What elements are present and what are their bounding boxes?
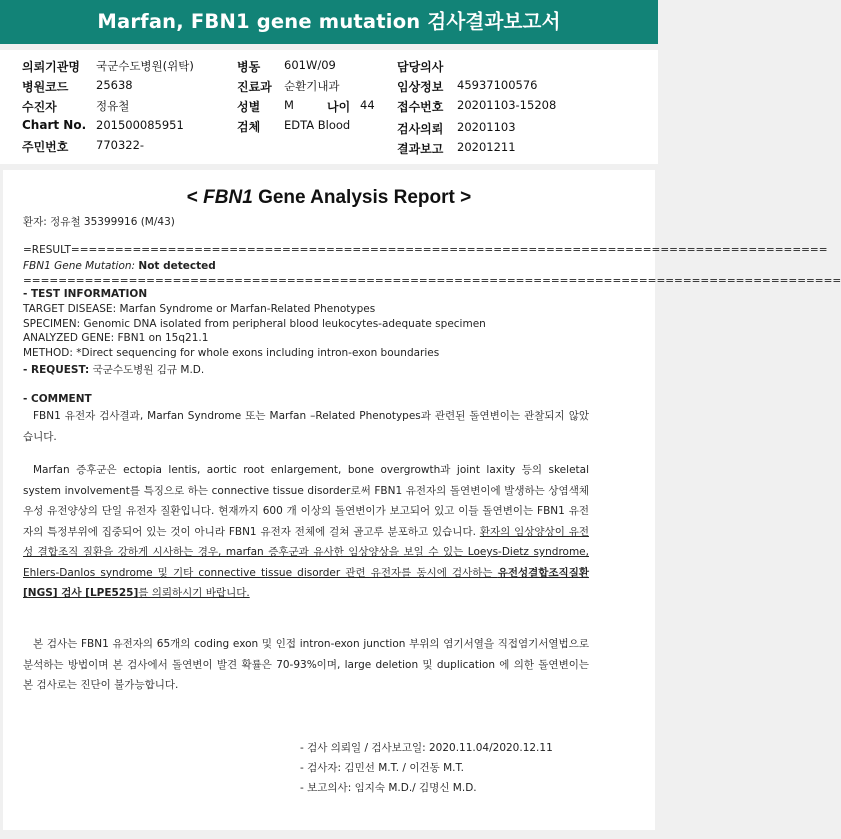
info-label: 진료과 [237,80,272,94]
method-line: METHOD: *Direct sequencing for whole exons including intron-exon boundaries [23,347,440,359]
info-label: 수진자 [22,100,57,114]
report-title [3,187,655,209]
patient-info-panel [0,44,658,164]
title-prefix: < [186,187,204,208]
info-label: 병원코드 [22,80,69,94]
patient-line: 환자: 정유철 35399916 (M/43) [23,216,175,228]
target-disease: TARGET DISEASE: Marfan Syndrome or Marfan-Related Phenotypes [23,303,376,315]
report-banner: Marfan, FBN1 gene mutation 검사결과보고서 [0,0,658,44]
info-label: 성별 [237,100,261,114]
comment2-closing: 를 의뢰하시기 바랍니다. [138,587,250,599]
title-suffix: Gene Analysis Report > [252,187,472,208]
info-label: 검체 [237,120,261,134]
info-value: 201500085951 [96,118,184,132]
comment-paragraph-1: FBN1 유전자 검사결과, Marfan Syndrome 또는 Marfan –Related Phenotypes과 관련된 돌연변이는 관찰되지 않았습니다. [23,410,589,443]
request-value: 국군수도병원 김규 M.D. [89,364,205,376]
result-header [23,244,828,256]
result-header-text: =RESULT====================================================================================== [23,244,828,256]
info-label: 결과보고 [397,142,444,156]
info-label: 주민번호 [22,140,69,154]
info-value: EDTA Blood [284,118,351,132]
reporting-doctors: - 보고의사: 임지숙 M.D./ 김명신 M.D. [300,782,477,794]
report-dates: - 검사 의뢰일 / 검사보고일: 2020.11.04/2020.12.11 [300,742,553,754]
mutation-label: FBN1 Gene Mutation: [23,260,139,272]
info-label: 의뢰기관명 [22,60,80,74]
info-value: 정유철 [96,99,130,113]
comment-header: - COMMENT [23,393,92,405]
info-value: 국군수도병원(위탁) [96,59,194,73]
comment2-text: Marfan 증후군은 ectopia lentis, aortic root enlargement, bone overgrowth과 joint laxity 등의 skeletal system involvement를 특징으로 하는 connective tissue disorder로써 FBN1 유전자의 돌연변이에 발생하는 상염색체 우성 유전양상의 단일 유전자 질환입니다. 현재까지 600 개 이상의 돌연변이가 보고되어 있고 이들 돌연변이는 FBN1 유전자의 특정부위에 집중되어 있는 것이 아니라 FBN1 유전자 전체에 걸쳐 골고루 분포하고 있습니다. [23,464,589,538]
equals-line-text: ============================================================================================= [23,275,841,287]
info-label: 임상정보 [397,80,444,94]
info-label: 나이 [327,100,351,114]
comment2-test-code: 유전성결합조직질환[NGS] 검사 [LPE525] [23,566,589,599]
title-gene: FBN1 [203,187,253,208]
info-value: 770322- [96,138,145,152]
info-value: 20201211 [457,140,516,154]
info-label: 담당의사 [397,60,444,74]
request-label: - REQUEST: [23,364,90,376]
comment2-underlined: 환자의 임상양상이 유전성 결합조직 질환을 강하게 시사하는 경우, marfan 증후군과 유사한 임상양상을 보일 수 있는 Loeys-Dietz syndrome, Ehlers-Danlos syndrome 및 기타 connective tissue disorder 관련 유전자를 동시에 검사하는 [23,525,589,579]
info-value: 601W/09 [284,58,336,72]
info-value: 25638 [96,78,133,92]
info-label: Chart No. [22,118,87,132]
test-info-header: - TEST INFORMATION [23,288,148,300]
info-label: 검사의뢰 [397,122,444,136]
comment-paragraph-3: 본 검사는 FBN1 유전자의 65개의 coding exon 및 인접 intron-exon junction 부위의 염기서열을 직접염기서열법으로 분석하는 방법이며 본 검사에서 돌연변이 발견 확률은 70-93%이며, large deletion 및 duplication 에 의한 돌연변이는 본 검사로는 진단이 불가능합니다. [23,638,589,691]
info-value: 20201103 [457,120,516,134]
equals-line [23,275,841,287]
report-body [3,170,841,830]
info-value: 20201103-15208 [457,98,557,112]
info-value: M [284,98,294,112]
info-value: 순환기내과 [284,79,340,93]
mutation-value: Not detected [138,260,216,272]
info-value: 44 [360,98,375,112]
technicians: - 검사자: 김민선 M.T. / 이건동 M.T. [300,762,464,774]
comment-paragraph-2 [23,460,589,604]
mutation-line [23,260,216,272]
request-line [23,362,204,377]
specimen-line: SPECIMEN: Genomic DNA isolated from peripheral blood leukocytes-adequate specimen [23,318,486,330]
info-label: 접수번호 [397,100,444,114]
info-value: 45937100576 [457,78,538,92]
analyzed-gene: ANALYZED GENE: FBN1 on 15q21.1 [23,332,209,344]
info-label: 병동 [237,60,261,74]
